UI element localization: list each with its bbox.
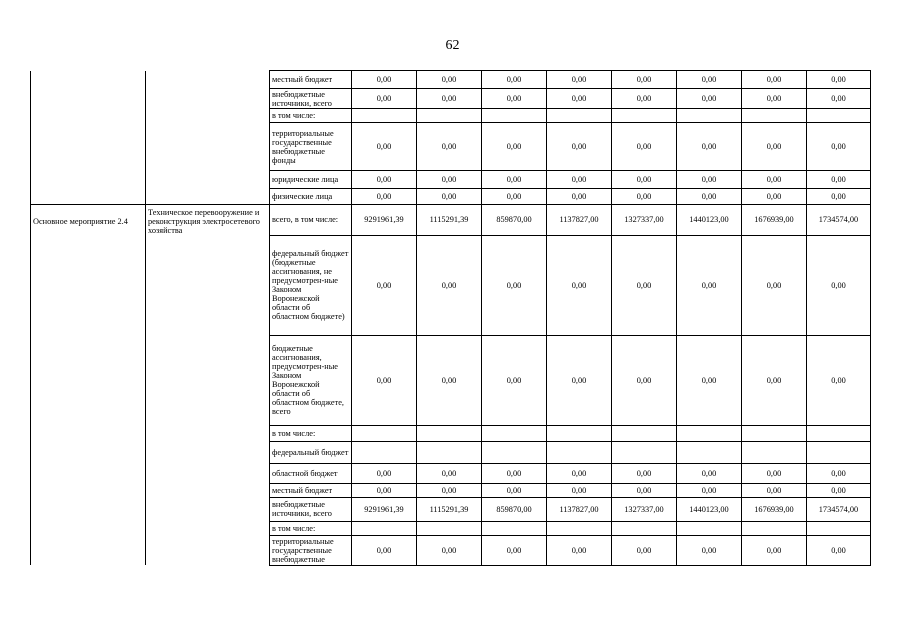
value-cell: 0,00 bbox=[417, 463, 482, 483]
value-cell bbox=[807, 425, 871, 441]
value-cell bbox=[612, 425, 677, 441]
value-cell: 0,00 bbox=[352, 189, 417, 205]
table-row bbox=[31, 535, 871, 565]
funding-source-label: федеральный бюджет bbox=[270, 441, 352, 463]
value-cell bbox=[612, 109, 677, 123]
value-cell: 0,00 bbox=[677, 123, 742, 171]
value-cell bbox=[417, 521, 482, 535]
value-cell: 0,00 bbox=[547, 235, 612, 335]
value-cell: 0,00 bbox=[417, 535, 482, 565]
value-cell: 0,00 bbox=[417, 189, 482, 205]
value-cell: 0,00 bbox=[547, 171, 612, 189]
value-cell: 0,00 bbox=[417, 71, 482, 89]
activity-name-cell bbox=[146, 441, 270, 463]
value-cell: 1115291,39 bbox=[417, 497, 482, 521]
value-cell bbox=[352, 521, 417, 535]
value-cell: 0,00 bbox=[612, 171, 677, 189]
activity-status-cell bbox=[31, 123, 146, 171]
activity-name-cell bbox=[146, 171, 270, 189]
value-cell bbox=[807, 441, 871, 463]
activity-name-cell bbox=[146, 205, 270, 236]
funding-source-label: в том числе: bbox=[270, 109, 352, 123]
value-cell: 0,00 bbox=[742, 189, 807, 205]
value-cell bbox=[482, 109, 547, 123]
value-cell: 0,00 bbox=[417, 123, 482, 171]
activity-status-cell bbox=[31, 171, 146, 189]
activity-status-cell bbox=[31, 89, 146, 109]
value-cell: 0,00 bbox=[547, 535, 612, 565]
value-cell: 0,00 bbox=[612, 123, 677, 171]
table-row bbox=[31, 71, 871, 89]
value-cell bbox=[547, 441, 612, 463]
funding-source-label: территориальные государственные внебюджетные bbox=[270, 535, 352, 565]
value-cell: 0,00 bbox=[677, 189, 742, 205]
value-cell bbox=[677, 109, 742, 123]
value-cell bbox=[547, 521, 612, 535]
value-cell bbox=[612, 521, 677, 535]
value-cell: 0,00 bbox=[547, 123, 612, 171]
value-cell: 0,00 bbox=[352, 463, 417, 483]
activity-name-cell bbox=[146, 483, 270, 497]
table-row bbox=[31, 205, 871, 236]
activity-name-cell bbox=[146, 335, 270, 425]
table-row bbox=[31, 425, 871, 441]
activity-name-cell bbox=[146, 535, 270, 565]
table-row bbox=[31, 497, 871, 521]
activity-status-cell bbox=[31, 235, 146, 335]
activity-status-cell bbox=[31, 335, 146, 425]
activity-status-cell bbox=[31, 521, 146, 535]
value-cell bbox=[807, 109, 871, 123]
value-cell bbox=[742, 521, 807, 535]
value-cell: 0,00 bbox=[807, 189, 871, 205]
activity-name-cell bbox=[146, 463, 270, 483]
value-cell bbox=[677, 521, 742, 535]
activity-status-cell bbox=[31, 441, 146, 463]
table-row bbox=[31, 89, 871, 109]
value-cell: 0,00 bbox=[352, 483, 417, 497]
value-cell bbox=[807, 521, 871, 535]
value-cell: 1327337,00 bbox=[612, 497, 677, 521]
value-cell bbox=[417, 109, 482, 123]
value-cell bbox=[677, 425, 742, 441]
value-cell: 0,00 bbox=[612, 483, 677, 497]
funding-source-label: областной бюджет bbox=[270, 463, 352, 483]
value-cell: 0,00 bbox=[482, 189, 547, 205]
table-row bbox=[31, 235, 871, 335]
table-row bbox=[31, 463, 871, 483]
value-cell: 0,00 bbox=[482, 483, 547, 497]
value-cell bbox=[547, 425, 612, 441]
funding-source-label: федеральный бюджет (бюджетные ассигнования, не предусмотрен-ные Законом Воронежской области об областном бюджете) bbox=[270, 235, 352, 335]
activity-name-cell bbox=[146, 235, 270, 335]
activity-name-cell bbox=[146, 123, 270, 171]
value-cell: 0,00 bbox=[417, 89, 482, 109]
value-cell: 0,00 bbox=[677, 535, 742, 565]
value-cell: 0,00 bbox=[742, 89, 807, 109]
table-row bbox=[31, 483, 871, 497]
value-cell: 0,00 bbox=[352, 335, 417, 425]
value-cell: 0,00 bbox=[417, 483, 482, 497]
funding-source-label: юридические лица bbox=[270, 171, 352, 189]
value-cell: 0,00 bbox=[612, 71, 677, 89]
funding-source-label: физические лица bbox=[270, 189, 352, 205]
value-cell: 0,00 bbox=[417, 235, 482, 335]
value-cell: 1440123,00 bbox=[677, 497, 742, 521]
value-cell: 0,00 bbox=[807, 335, 871, 425]
funding-source-label: всего, в том числе: bbox=[270, 205, 352, 236]
value-cell bbox=[742, 441, 807, 463]
value-cell bbox=[742, 425, 807, 441]
value-cell: 859870,00 bbox=[482, 497, 547, 521]
value-cell: 0,00 bbox=[547, 71, 612, 89]
activity-name-cell bbox=[146, 189, 270, 205]
value-cell: 1137827,00 bbox=[547, 497, 612, 521]
value-cell: 0,00 bbox=[547, 189, 612, 205]
value-cell: 0,00 bbox=[417, 171, 482, 189]
value-cell: 1676939,00 bbox=[742, 497, 807, 521]
table-row bbox=[31, 521, 871, 535]
activity-name-cell bbox=[146, 497, 270, 521]
activity-name-cell bbox=[146, 89, 270, 109]
value-cell: 0,00 bbox=[482, 123, 547, 171]
funding-source-label: внебюджетные источники, всего bbox=[270, 497, 352, 521]
value-cell: 0,00 bbox=[742, 235, 807, 335]
value-cell: 0,00 bbox=[352, 235, 417, 335]
value-cell: 0,00 bbox=[807, 463, 871, 483]
value-cell: 0,00 bbox=[482, 171, 547, 189]
value-cell: 0,00 bbox=[612, 189, 677, 205]
value-cell: 0,00 bbox=[742, 483, 807, 497]
value-cell: 0,00 bbox=[677, 89, 742, 109]
activity-status-cell bbox=[31, 483, 146, 497]
value-cell: 0,00 bbox=[807, 123, 871, 171]
activity-name: Техническое перевооружение и реконструкция электросетевого хозяйства bbox=[148, 208, 260, 235]
value-cell bbox=[482, 441, 547, 463]
funding-source-label: местный бюджет bbox=[270, 71, 352, 89]
value-cell bbox=[417, 441, 482, 463]
value-cell: 0,00 bbox=[352, 535, 417, 565]
value-cell: 0,00 bbox=[807, 235, 871, 335]
table-row bbox=[31, 189, 871, 205]
table-row bbox=[31, 123, 871, 171]
activity-name-cell bbox=[146, 521, 270, 535]
value-cell: 0,00 bbox=[677, 335, 742, 425]
funding-source-label: внебюджетные источники, всего bbox=[270, 89, 352, 109]
value-cell: 0,00 bbox=[482, 235, 547, 335]
value-cell bbox=[417, 425, 482, 441]
value-cell: 0,00 bbox=[742, 463, 807, 483]
value-cell: 0,00 bbox=[612, 535, 677, 565]
value-cell bbox=[677, 441, 742, 463]
table-row bbox=[31, 441, 871, 463]
value-cell: 0,00 bbox=[677, 71, 742, 89]
page-number: 62 bbox=[445, 38, 460, 53]
value-cell: 0,00 bbox=[612, 89, 677, 109]
value-cell: 0,00 bbox=[482, 71, 547, 89]
value-cell: 0,00 bbox=[482, 335, 547, 425]
activity-status-cell bbox=[31, 463, 146, 483]
value-cell: 0,00 bbox=[482, 463, 547, 483]
table-row bbox=[31, 109, 871, 123]
funding-source-label: в том числе: bbox=[270, 425, 352, 441]
value-cell: 859870,00 bbox=[482, 205, 547, 236]
table-row bbox=[31, 171, 871, 189]
activity-status-cell bbox=[31, 497, 146, 521]
value-cell: 0,00 bbox=[482, 89, 547, 109]
value-cell: 0,00 bbox=[677, 483, 742, 497]
value-cell bbox=[612, 441, 677, 463]
value-cell: 0,00 bbox=[352, 71, 417, 89]
value-cell: 0,00 bbox=[742, 335, 807, 425]
activity-status: Основное мероприятие 2.4 bbox=[33, 216, 128, 226]
funding-source-label: в том числе: bbox=[270, 521, 352, 535]
value-cell bbox=[352, 425, 417, 441]
value-cell bbox=[482, 521, 547, 535]
value-cell bbox=[352, 109, 417, 123]
value-cell: 0,00 bbox=[612, 463, 677, 483]
value-cell bbox=[547, 109, 612, 123]
activity-name-cell bbox=[146, 71, 270, 89]
value-cell: 1115291,39 bbox=[417, 205, 482, 236]
value-cell: 1734574,00 bbox=[807, 497, 871, 521]
funding-source-label: местный бюджет bbox=[270, 483, 352, 497]
value-cell: 1137827,00 bbox=[547, 205, 612, 236]
value-cell: 0,00 bbox=[612, 235, 677, 335]
value-cell: 0,00 bbox=[742, 123, 807, 171]
value-cell: 0,00 bbox=[352, 171, 417, 189]
activity-status-cell bbox=[31, 535, 146, 565]
value-cell: 0,00 bbox=[807, 535, 871, 565]
activity-name-cell bbox=[146, 109, 270, 123]
funding-source-label: бюджетные ассигнования, предусмотрен-ные Законом Воронежской области об областном бюджете, всего bbox=[270, 335, 352, 425]
value-cell: 0,00 bbox=[547, 335, 612, 425]
value-cell bbox=[742, 109, 807, 123]
value-cell: 0,00 bbox=[807, 71, 871, 89]
value-cell: 0,00 bbox=[417, 335, 482, 425]
value-cell: 0,00 bbox=[547, 89, 612, 109]
activity-status-cell bbox=[31, 425, 146, 441]
activity-status-cell bbox=[31, 189, 146, 205]
value-cell: 9291961,39 bbox=[352, 205, 417, 236]
value-cell: 0,00 bbox=[612, 335, 677, 425]
value-cell: 0,00 bbox=[807, 89, 871, 109]
value-cell: 0,00 bbox=[352, 123, 417, 171]
value-cell: 0,00 bbox=[677, 463, 742, 483]
value-cell: 1734574,00 bbox=[807, 205, 871, 236]
table-row bbox=[31, 335, 871, 425]
value-cell: 0,00 bbox=[482, 535, 547, 565]
value-cell: 0,00 bbox=[807, 483, 871, 497]
value-cell: 1440123,00 bbox=[677, 205, 742, 236]
value-cell: 0,00 bbox=[742, 535, 807, 565]
value-cell: 0,00 bbox=[547, 463, 612, 483]
value-cell: 0,00 bbox=[742, 71, 807, 89]
value-cell: 0,00 bbox=[677, 171, 742, 189]
value-cell bbox=[352, 441, 417, 463]
value-cell: 1327337,00 bbox=[612, 205, 677, 236]
activity-status-cell bbox=[31, 109, 146, 123]
activity-name-cell bbox=[146, 425, 270, 441]
value-cell: 1676939,00 bbox=[742, 205, 807, 236]
value-cell: 9291961,39 bbox=[352, 497, 417, 521]
value-cell: 0,00 bbox=[352, 89, 417, 109]
activity-status-cell bbox=[31, 71, 146, 89]
value-cell: 0,00 bbox=[742, 171, 807, 189]
activity-status-cell bbox=[31, 205, 146, 236]
value-cell bbox=[482, 425, 547, 441]
value-cell: 0,00 bbox=[547, 483, 612, 497]
value-cell: 0,00 bbox=[807, 171, 871, 189]
budget-table bbox=[30, 70, 871, 566]
funding-source-label: территориальные государственные внебюджетные фонды bbox=[270, 123, 352, 171]
value-cell: 0,00 bbox=[677, 235, 742, 335]
